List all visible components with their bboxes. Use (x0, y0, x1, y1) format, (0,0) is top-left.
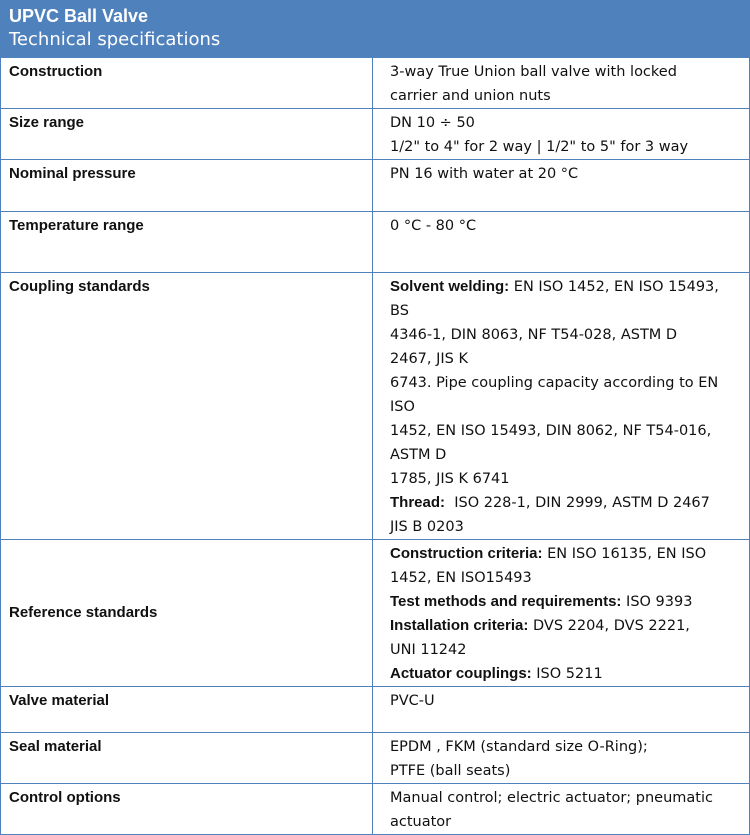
value-line: BS (390, 303, 409, 319)
value-line: 2467, JIS K (390, 351, 468, 367)
row-label: Coupling standards (1, 273, 373, 540)
value-line: carrier and union nuts (390, 88, 551, 104)
value-line: JIS B 0203 (390, 519, 464, 535)
spec-table (1, 57, 749, 834)
value-text: DVS 2204, DVS 2221, (528, 618, 690, 634)
value-text: ISO 228-1, DIN 2999, ASTM D 2467 (445, 495, 710, 511)
row-value (373, 58, 750, 109)
value-line (390, 614, 743, 638)
value-text: ISO 9393 (621, 594, 693, 610)
table-row (1, 160, 749, 212)
value-key: Solvent welding: (390, 278, 510, 295)
row-value (373, 784, 750, 835)
value-key: Thread: (390, 494, 446, 511)
row-value (373, 540, 750, 687)
value-line: 6743. Pipe coupling capacity according to EN (390, 375, 719, 391)
table-row (1, 687, 749, 733)
table-row (1, 733, 749, 784)
table-row (1, 58, 749, 109)
row-label: Temperature range (1, 212, 373, 273)
value-line: EPDM , FKM (standard size O-Ring); (390, 739, 648, 755)
row-value (373, 687, 750, 733)
value-line: 4346-1, DIN 8063, NF T54-028, ASTM D (390, 327, 678, 343)
value-line: 1/2" to 4" for 2 way | 1/2" to 5" for 3 way (390, 139, 689, 155)
value-line: DN 10 ÷ 50 (390, 115, 475, 131)
table-row (1, 109, 749, 160)
value-key: Test methods and requirements: (390, 593, 622, 610)
spec-header (1, 1, 749, 57)
value-line (390, 491, 743, 515)
value-key: Actuator couplings: (390, 665, 532, 682)
row-value (373, 733, 750, 784)
row-value (373, 212, 750, 273)
value-line: 3-way True Union ball valve with locked (390, 64, 677, 80)
value-line: ASTM D (390, 447, 447, 463)
value-line: Manual control; electric actuator; pneumatic (390, 790, 713, 806)
row-label: Control options (1, 784, 373, 835)
table-row (1, 212, 749, 273)
value-line: 1785, JIS K 6741 (390, 471, 510, 487)
value-line (390, 275, 743, 299)
value-line (390, 590, 743, 614)
table-row (1, 540, 749, 687)
table-row (1, 273, 749, 540)
row-label: Valve material (1, 687, 373, 733)
value-line (390, 542, 743, 566)
row-label: Construction (1, 58, 373, 109)
value-key: Construction criteria: (390, 545, 543, 562)
value-text: EN ISO 16135, EN ISO (542, 546, 707, 562)
table-row (1, 784, 749, 835)
value-line: PTFE (ball seats) (390, 763, 511, 779)
value-line: ISO (390, 399, 415, 415)
value-line: actuator (390, 814, 452, 830)
row-value (373, 109, 750, 160)
value-line: UNI 11242 (390, 642, 467, 658)
row-label: Reference standards (1, 540, 373, 687)
row-label: Seal material (1, 733, 373, 784)
value-line (390, 662, 743, 686)
row-value (373, 160, 750, 212)
value-line: PVC-U (390, 693, 435, 709)
value-key: Installation criteria: (390, 617, 529, 634)
value-line: 1452, EN ISO 15493, DIN 8062, NF T54-016, (390, 423, 712, 439)
value-line: PN 16 with water at 20 °C (390, 166, 579, 182)
value-line: 1452, EN ISO15493 (390, 570, 532, 586)
value-text: EN ISO 1452, EN ISO 15493, (509, 279, 719, 295)
row-value (373, 273, 750, 540)
product-title: UPVC Ball Valve (9, 6, 149, 26)
value-line: 0 °C - 80 °C (390, 218, 477, 234)
value-text: ISO 5211 (531, 666, 603, 682)
section-subtitle: Technical specifications (9, 29, 221, 50)
row-label: Nominal pressure (1, 160, 373, 212)
row-label: Size range (1, 109, 373, 160)
